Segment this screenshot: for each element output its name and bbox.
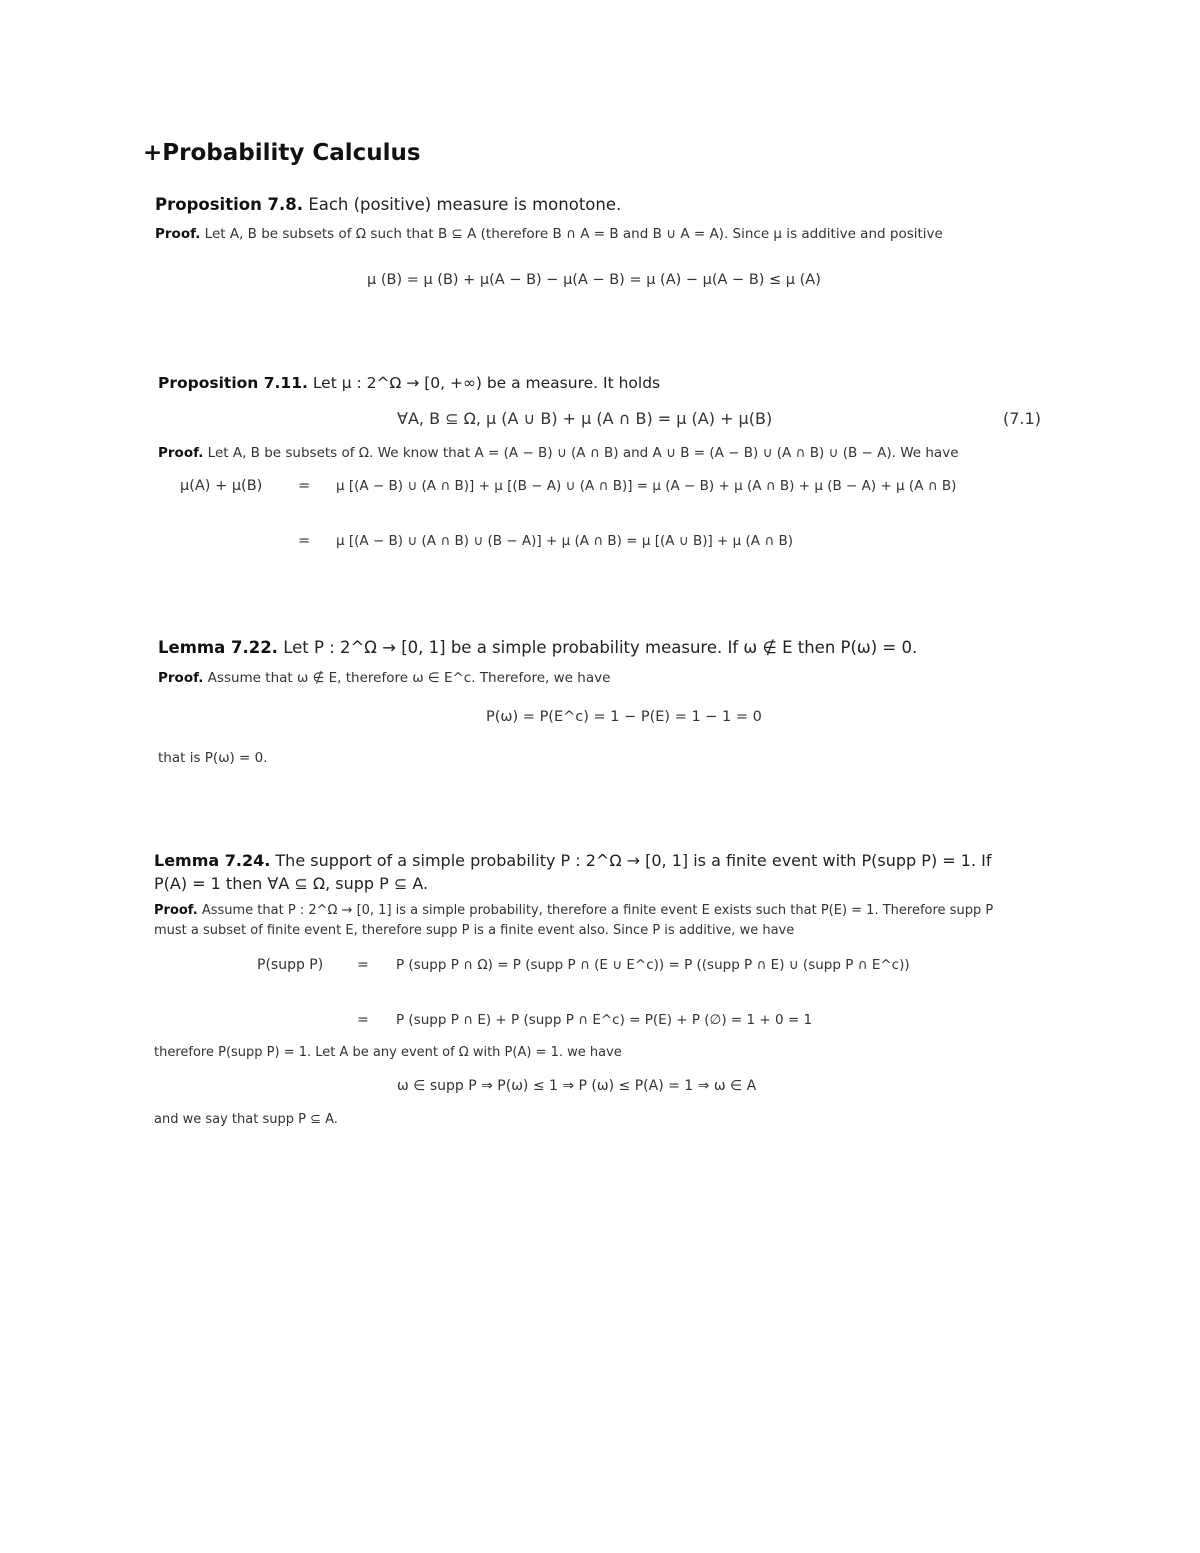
proposition-label: Proposition 7.11. <box>158 374 308 392</box>
aligned-lhs: P(supp P) <box>257 957 324 973</box>
lemma-7-22-statement <box>158 638 917 657</box>
lemma-7-24-statement-line-1 <box>154 851 991 870</box>
conclusion-text: and we say that supp P ⊆ A. <box>154 1112 338 1127</box>
proof-text: Let A, B be subsets of Ω. We know that A = (A − B) ∪ (A ∩ B) and A ∪ B = (A − B) ∪ (A ∩ B) ∪ (B − A). We have <box>207 445 959 461</box>
lemma-text: Let P : 2^Ω → [0, 1] be a simple probability measure. If ω ∉ E then P(ω) = 0. <box>283 638 918 657</box>
proposition-text: Let μ : 2^Ω → [0, +∞) be a measure. It holds <box>312 374 661 392</box>
proposition-label: Proposition 7.8. <box>155 195 304 214</box>
aligned-rhs: μ [(A − B) ∪ (A ∩ B)] + μ [(B − A) ∪ (A ∩ B)] = μ (A − B) + μ (A ∩ B) + μ (B − A) + μ (A ∩ B) <box>336 478 957 494</box>
proof-paragraph-line-2: must a subset of finite event E, therefore supp P is a finite event also. Since P is additive, we have <box>154 923 795 938</box>
proof-paragraph <box>158 445 959 461</box>
aligned-rhs: P (supp P ∩ E) + P (supp P ∩ E^c) = P(E) + P (∅) = 1 + 0 = 1 <box>396 1012 813 1028</box>
equation: ∀A, B ⊆ Ω, μ (A ∪ B) + μ (A ∩ B) = μ (A) + μ(B) <box>397 409 773 428</box>
equation: ω ∈ supp P ⇒ P(ω) ≤ 1 ⇒ P (ω) ≤ P(A) = 1 ⇒ ω ∈ A <box>397 1078 757 1094</box>
aligned-relation: = <box>357 1012 369 1028</box>
aligned-relation: = <box>357 957 369 973</box>
lemma-label: Lemma 7.22. <box>158 638 278 657</box>
proof-label: Proof. <box>154 903 198 918</box>
proof-text: Assume that ω ∉ E, therefore ω ∈ E^c. Therefore, we have <box>207 670 611 686</box>
lemma-text: The support of a simple probability P : 2^Ω → [0, 1] is a finite event with P(supp P) = 1. If <box>275 851 992 870</box>
proof-label: Proof. <box>158 670 204 686</box>
proof-label: Proof. <box>158 445 204 461</box>
aligned-relation: = <box>298 478 311 494</box>
proof-text: Let A, B be subsets of Ω such that B ⊆ A (therefore B ∩ A = B and B ∪ A = A). Since μ is additive and positive <box>204 226 943 242</box>
proof-continuation: therefore P(supp P) = 1. Let A be any event of Ω with P(A) = 1. we have <box>154 1045 622 1060</box>
aligned-rhs: μ [(A − B) ∪ (A ∩ B) ∪ (B − A)] + μ (A ∩ B) = μ [(A ∪ B)] + μ (A ∩ B) <box>336 533 794 549</box>
equation-number: (7.1) <box>1003 409 1041 428</box>
proposition-7-11-statement <box>158 374 660 392</box>
aligned-lhs: μ(A) + μ(B) <box>180 478 263 494</box>
aligned-rhs: P (supp P ∩ Ω) = P (supp P ∩ (E ∪ E^c)) = P ((supp P ∩ E) ∪ (supp P ∩ E^c)) <box>396 957 910 973</box>
lemma-label: Lemma 7.24. <box>154 851 271 870</box>
proof-paragraph-line-1 <box>154 903 993 918</box>
proof-paragraph <box>155 226 943 242</box>
equation: μ (B) = μ (B) + μ(A − B) − μ(A − B) = μ (A) − μ(A − B) ≤ μ (A) <box>367 272 821 288</box>
proof-paragraph <box>158 670 610 686</box>
lemma-7-24-statement-line-2: P(A) = 1 then ∀A ⊆ Ω, supp P ⊆ A. <box>154 874 429 893</box>
equation: P(ω) = P(E^c) = 1 − P(E) = 1 − 1 = 0 <box>486 709 762 725</box>
aligned-relation: = <box>298 533 311 549</box>
proposition-7-8-statement <box>155 195 621 214</box>
proposition-text: Each (positive) measure is monotone. <box>308 195 622 214</box>
page-title: +Probability Calculus <box>143 140 421 166</box>
proof-label: Proof. <box>155 226 201 242</box>
conclusion-text: that is P(ω) = 0. <box>158 750 268 766</box>
proof-text: Assume that P : 2^Ω → [0, 1] is a simple probability, therefore a finite event E exists such that P(E) = 1. Therefore supp P <box>201 903 994 918</box>
